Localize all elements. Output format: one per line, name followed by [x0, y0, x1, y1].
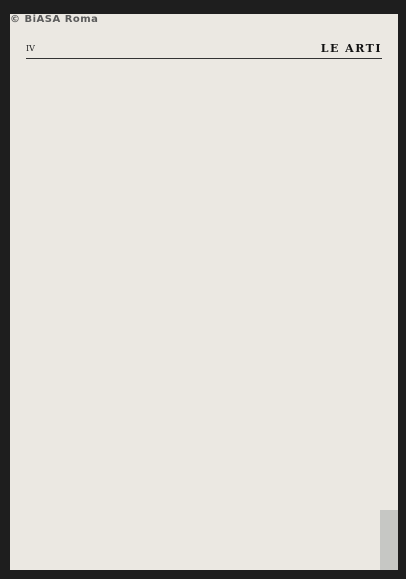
watermark: © BiASA Roma	[10, 14, 99, 25]
page-header	[26, 44, 382, 58]
header-rule	[26, 58, 382, 59]
right-column	[214, 64, 382, 69]
masthead: LE ARTI	[320, 42, 382, 55]
newspaper-page	[10, 14, 398, 570]
scan-edge-mark	[380, 510, 398, 570]
page-number: IV	[26, 44, 35, 53]
left-column	[26, 64, 194, 69]
